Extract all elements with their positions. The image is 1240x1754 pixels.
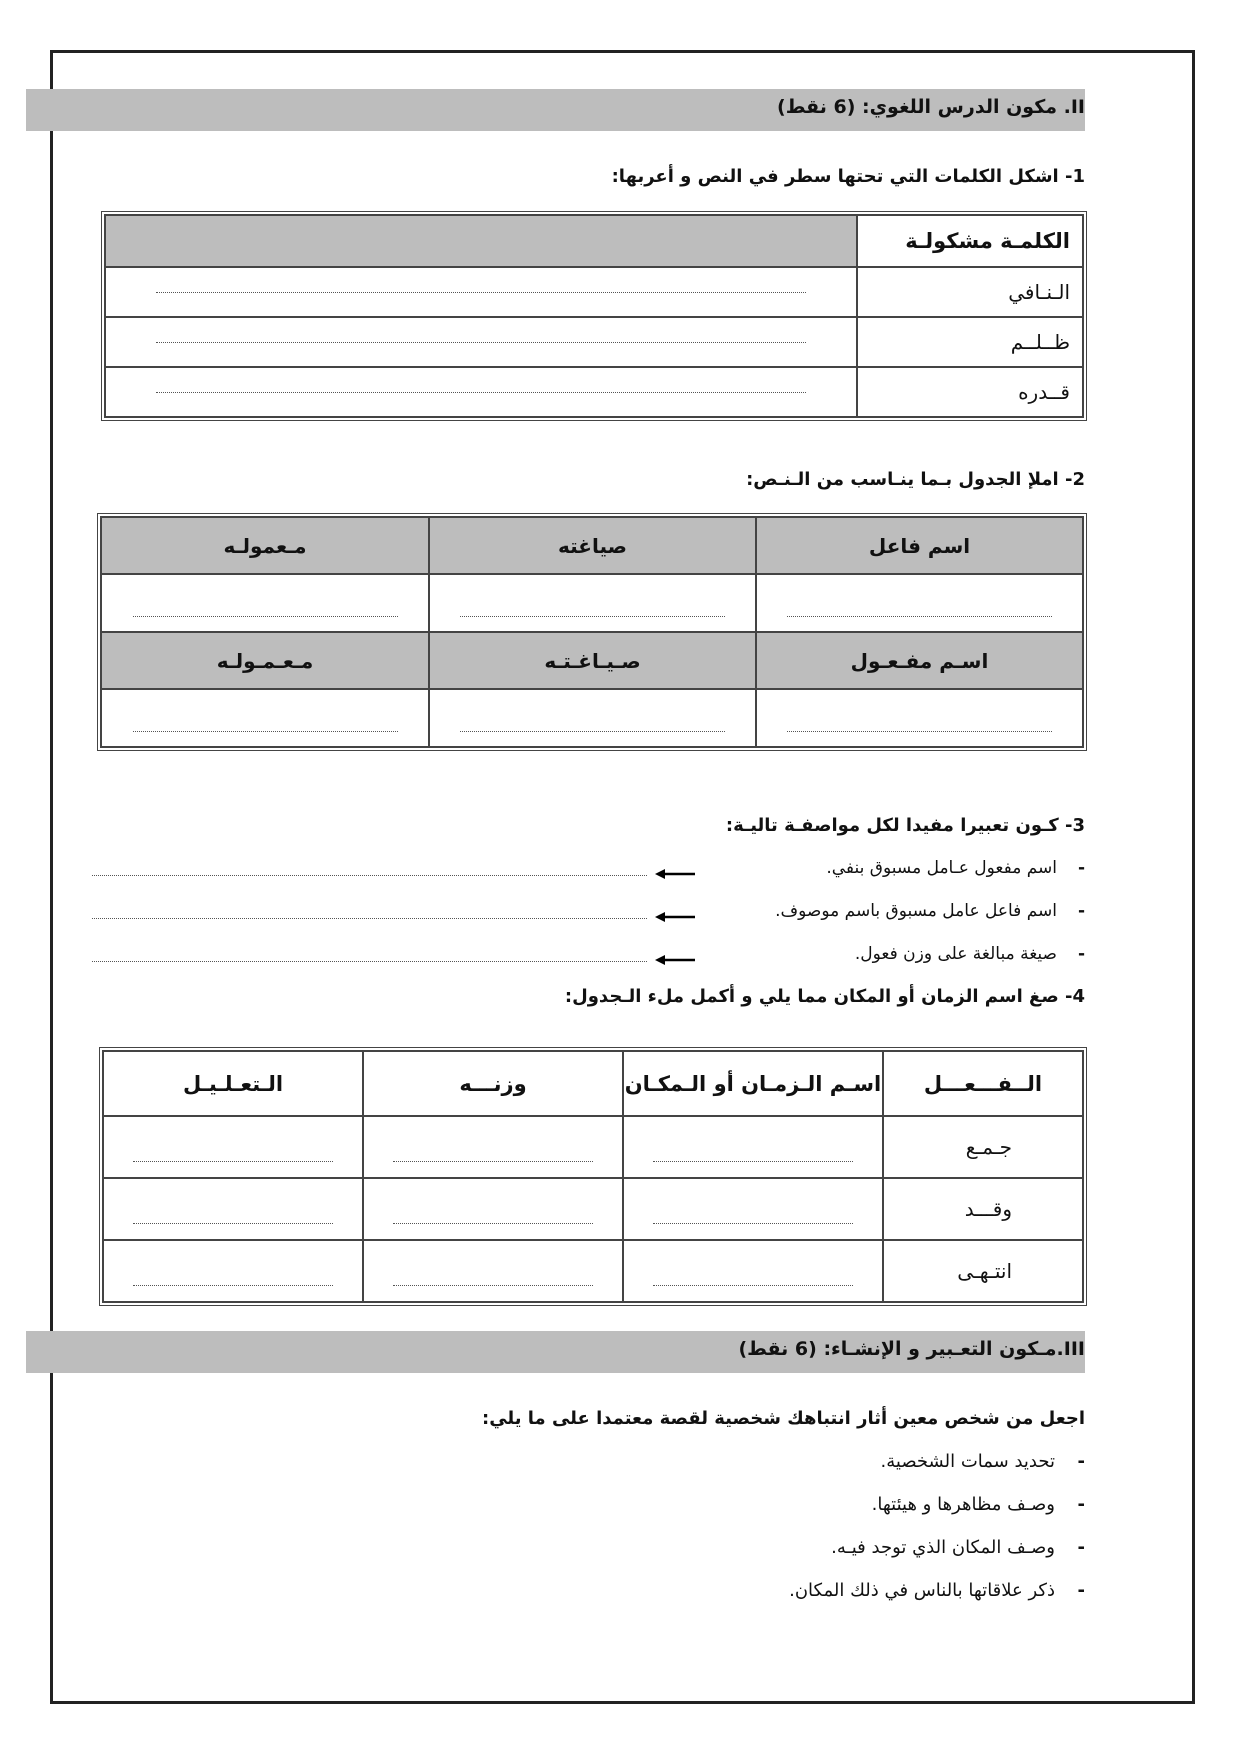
q3-item-3-dash: - <box>1077 944 1085 964</box>
s3-bullet-2-text: وصـف مظاهرها و هيئتها. <box>871 1494 1055 1515</box>
s3-bullet-3-dash: - <box>1077 1537 1085 1558</box>
arrow-left-icon <box>655 954 695 966</box>
question-1-table <box>104 214 1084 418</box>
q2-answer-cell[interactable] <box>101 574 429 632</box>
s3-bullet-3 <box>831 1537 1085 1558</box>
q4-answer-cell[interactable] <box>363 1178 623 1240</box>
q1-answer-3[interactable] <box>105 367 857 417</box>
section-3-instruction: اجعل من شخص معين أثار انتباهك شخصية لقصة معتمدا على ما يلي: <box>482 1408 1085 1429</box>
arrow-left-icon <box>655 911 695 923</box>
q3-item-2-text: اسم فاعل عامل مسبوق باسم موصوف. <box>775 901 1057 921</box>
question-2-table <box>100 516 1084 748</box>
q1-word-3: قــدره <box>857 367 1083 417</box>
q3-answer-line-2[interactable] <box>92 918 647 919</box>
q2-header-form-2: صـيـاغـتـه <box>429 632 756 689</box>
q4-answer-cell[interactable] <box>103 1116 363 1178</box>
q2-answer-cell[interactable] <box>429 689 756 747</box>
q2-answer-cell[interactable] <box>101 689 429 747</box>
q2-header-object: مـعمولـه <box>101 517 429 574</box>
q3-item-1-text: اسم مفعول عـامل مسبوق بنفي. <box>826 858 1057 878</box>
q3-answer-line-3[interactable] <box>92 961 647 962</box>
q2-answer-cell[interactable] <box>756 689 1083 747</box>
section-3-title: III.مـكون التعـبير و الإنشـاء: (6 نقط) <box>738 1338 1085 1360</box>
q1-answer-1[interactable] <box>105 267 857 317</box>
q1-word-1: الـنـافي <box>857 267 1083 317</box>
q4-header-verb: الــفـــعـــل <box>883 1051 1083 1116</box>
q3-item-2 <box>775 901 1085 921</box>
s3-bullet-1-text: تحديد سمات الشخصية. <box>880 1451 1055 1472</box>
q4-answer-cell[interactable] <box>623 1116 883 1178</box>
question-2-label: 2- املإ الجدول بـما ينـاسب من الـنـص: <box>746 469 1085 490</box>
s3-bullet-4 <box>789 1580 1085 1601</box>
s3-bullet-1 <box>881 1451 1085 1472</box>
question-3-label: 3- كـون تعبيرا مفيدا لكل مواصفـة تاليـة: <box>725 815 1085 836</box>
q1-word-2: ظــلــم <box>857 317 1083 367</box>
q1-header-word: الكلمـة مشكولـة <box>857 215 1083 267</box>
s3-bullet-2 <box>872 1494 1085 1515</box>
s3-bullet-4-dash: - <box>1077 1580 1085 1601</box>
q2-header-passive-participle: اسـم مفـعـول <box>756 632 1083 689</box>
s3-bullet-4-text: ذكر علاقاتها بالناس في ذلك المكان. <box>789 1580 1055 1601</box>
q1-answer-2[interactable] <box>105 317 857 367</box>
question-4-label: 4- صغ اسم الزمان أو المكان مما يلي و أكمل ملء الـجدول: <box>564 986 1085 1007</box>
q4-answer-cell[interactable] <box>623 1240 883 1302</box>
q3-item-1-dash: - <box>1077 858 1085 878</box>
q4-header-pattern: وزنـــه <box>363 1051 623 1116</box>
q3-item-3 <box>855 944 1085 964</box>
q4-answer-cell[interactable] <box>103 1240 363 1302</box>
q4-verb-1: جـمـع <box>883 1116 1083 1178</box>
s3-bullet-2-dash: - <box>1077 1494 1085 1515</box>
q2-header-active-participle: اسم فاعل <box>756 517 1083 574</box>
q4-header-reason: الـتعـلـيـل <box>103 1051 363 1116</box>
q3-answer-line-1[interactable] <box>92 875 647 876</box>
q4-verb-2: وقـــد <box>883 1178 1083 1240</box>
s3-bullet-1-dash: - <box>1077 1451 1085 1472</box>
q2-header-object-2: مـعـمـولـه <box>101 632 429 689</box>
section-2-title: II. مكون الدرس اللغوي: (6 نقط) <box>777 96 1085 118</box>
q4-header-noun: اسـم الـزمـان أو الـمكـان <box>623 1051 883 1116</box>
question-4-table <box>102 1050 1084 1303</box>
q4-verb-3: انتـهـى <box>883 1240 1083 1302</box>
q4-answer-cell[interactable] <box>623 1178 883 1240</box>
q2-answer-cell[interactable] <box>756 574 1083 632</box>
q3-item-3-text: صيغة مبالغة على وزن فعول. <box>854 944 1057 964</box>
question-1-label: 1- اشكل الكلمات التي تحتها سطر في النص و أعربها: <box>611 166 1085 187</box>
q3-item-2-dash: - <box>1077 901 1085 921</box>
q4-answer-cell[interactable] <box>363 1240 623 1302</box>
q1-header-empty <box>105 215 857 267</box>
q2-answer-cell[interactable] <box>429 574 756 632</box>
s3-bullet-3-text: وصـف المكان الذي توجد فيـه. <box>831 1537 1055 1558</box>
q4-answer-cell[interactable] <box>363 1116 623 1178</box>
arrow-left-icon <box>655 868 695 880</box>
q2-header-form: صياغته <box>429 517 756 574</box>
q4-answer-cell[interactable] <box>103 1178 363 1240</box>
q3-item-1 <box>826 858 1085 878</box>
